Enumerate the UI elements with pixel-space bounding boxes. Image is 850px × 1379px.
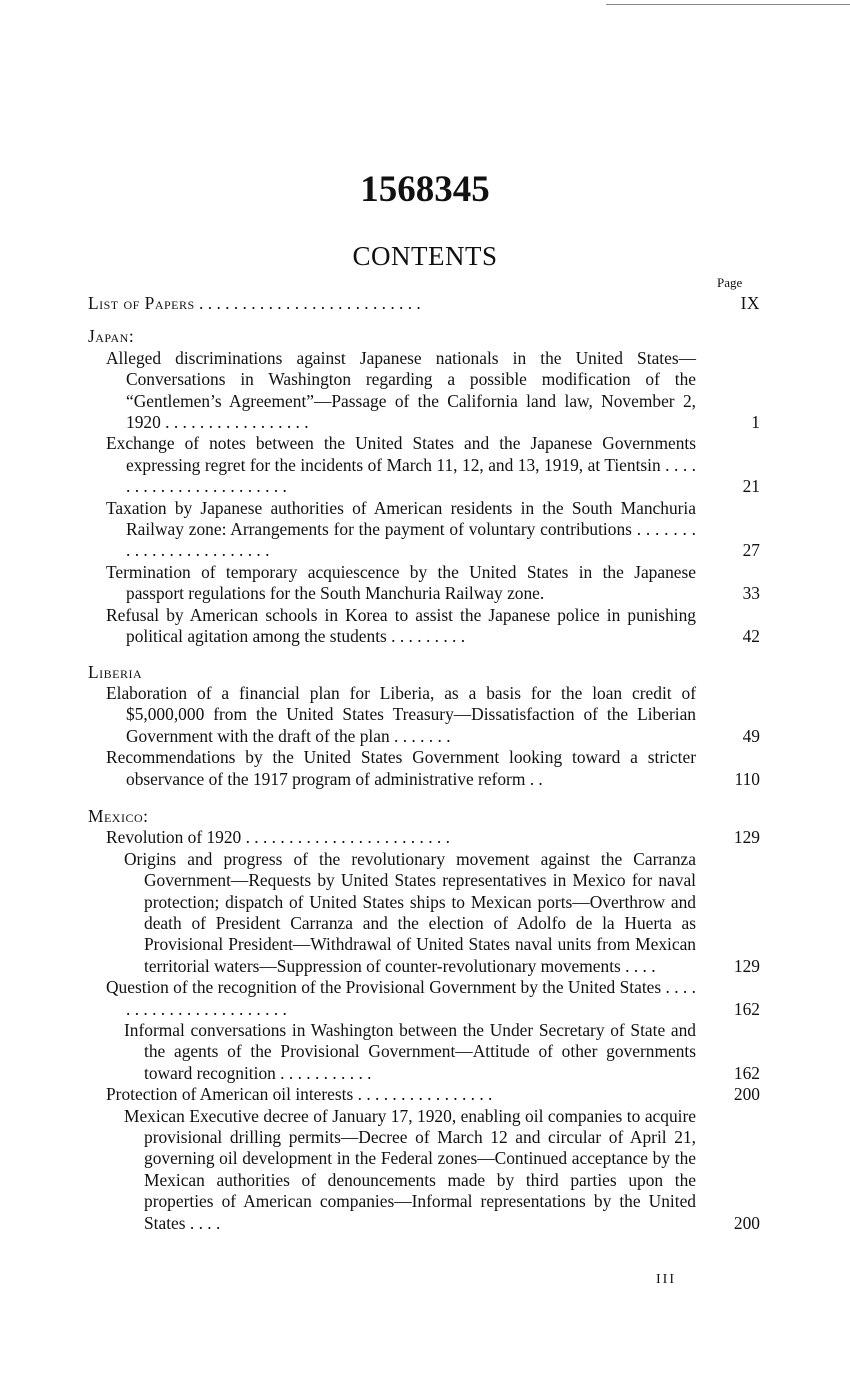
entry-page: IX xyxy=(740,293,760,313)
entry-page: 110 xyxy=(734,768,760,789)
entry-page: 200 xyxy=(733,1212,760,1233)
entry-page: 27 xyxy=(742,540,760,561)
toc-entry[interactable] xyxy=(88,977,760,1020)
entry-page: 162 xyxy=(733,998,760,1019)
section-heading: Liberia xyxy=(88,661,143,682)
leader-dots: . . . . . . . . . . . . . . . . . . . . . . . . . . xyxy=(199,293,421,313)
entry-text: Refusal by American schools in Korea to assist the Japanese police in punishing political agitation among the students . . . . . . . . . xyxy=(106,604,696,647)
toc-entry[interactable] xyxy=(88,348,760,434)
page-title: CONTENTS xyxy=(352,241,498,271)
entry-label: List of Papers xyxy=(88,293,195,313)
toc-entry[interactable] xyxy=(88,562,760,605)
top-rule xyxy=(606,4,850,5)
toc-entry[interactable] xyxy=(88,605,760,648)
accession-stamp: 1568345 xyxy=(360,169,490,210)
toc-entry[interactable] xyxy=(88,827,760,848)
section-heading: Mexico: xyxy=(88,805,149,826)
toc-entry-list-of-papers[interactable] xyxy=(88,293,760,314)
entry-text: Mexican Executive decree of January 17, 1920, enabling oil companies to acquire provisional drilling permits—Decree of March 12 and circular of April 21, governing oil development in the Federal zones—Continued acceptance by the Mexican authorities of denouncements made by third parties upon the properties of American companies—Informal representations by the United States . . . . xyxy=(124,1105,696,1233)
entry-page: 200 xyxy=(733,1084,760,1105)
entry-text: Origins and progress of the revolutionary movement against the Carranza Government—Requests by United States representatives in Mexico for naval protection; dispatch of United States ships to Mexican ports—Overthrow and death of President Carranza and the election of Adolfo de la Huerta as Provisional President—Withdrawal of United States naval units from Mexican territorial waters—Suppression of counter-revolutionary movements . . . . xyxy=(124,848,696,976)
toc-subentry[interactable] xyxy=(88,1020,760,1084)
section-liberia xyxy=(88,662,760,790)
page-folio: III xyxy=(656,1272,676,1287)
entry-page: 33 xyxy=(742,583,760,604)
section-japan xyxy=(88,326,760,647)
entry-text: Informal conversations in Washington between the Under Secretary of State and the agents of the Provisional Government—Attitude of other governments toward recognition . . . . . . . . . . . xyxy=(124,1020,696,1083)
toc-entry[interactable] xyxy=(88,747,760,790)
entry-page: 21 xyxy=(742,476,760,497)
entry-page: 1 xyxy=(751,412,760,433)
section-mexico xyxy=(88,806,760,1234)
entry-page: 129 xyxy=(733,827,760,848)
toc-entry[interactable] xyxy=(88,1084,760,1105)
entry-text: Revolution of 1920 . . . . . . . . . . . . . . . . . . . . . . . . xyxy=(106,827,450,848)
entry-text: Elaboration of a financial plan for Liberia, as a basis for the loan credit of $5,000,000 from the United States Treasury—Dissatisfaction of the Liberian Government with the draft of the plan . . . . . . . xyxy=(106,682,696,746)
entry-text: Protection of American oil interests . . . . . . . . . . . . . . . . xyxy=(106,1084,493,1105)
table-of-contents xyxy=(88,293,760,1234)
entry-page: 129 xyxy=(733,955,760,976)
entry-text: Termination of temporary acquiescence by the United States in the Japanese passport regulations for the South Manchuria Railway zone. xyxy=(106,561,696,604)
entry-text: Question of the recognition of the Provisional Government by the United States . . . . . . . . . . . . . . . . . . . . . . . xyxy=(106,977,696,1019)
toc-subentry[interactable] xyxy=(88,1106,760,1234)
toc-entry[interactable] xyxy=(88,498,760,562)
entry-text: Exchange of notes between the United States and the Japanese Governments expressing regret for the incidents of March 11, 12, and 13, 1919, at Tientsin . . . . . . . . . . . . . . . . . . . . . . . xyxy=(106,433,696,497)
entry-page: 42 xyxy=(742,626,760,647)
entry-page: 49 xyxy=(742,725,760,746)
entry-page: 162 xyxy=(733,1062,760,1083)
entry-text: Taxation by Japanese authorities of American residents in the South Manchuria Railway zone: Arrangements for the payment of voluntary contributions . . . . . . . . . . . . . . . . . . . . . . . . xyxy=(106,497,696,561)
entry-text: Recommendations by the United States Government looking toward a stricter observance of the 1917 program of administrative reform . . xyxy=(106,747,696,789)
toc-entry[interactable] xyxy=(88,683,760,747)
section-heading: Japan: xyxy=(88,326,135,347)
page-column-header: Page xyxy=(717,275,743,290)
entry-text: Alleged discriminations against Japanese nationals in the United States—Conversations in Washington regarding a possible modification of the “Gentlemen’s Agreement”—Passage of the California land law, November 2, 1920 . . . . . . . . . . . . . . . . . xyxy=(106,347,696,433)
toc-entry[interactable] xyxy=(88,433,760,497)
toc-subentry[interactable] xyxy=(88,849,760,977)
